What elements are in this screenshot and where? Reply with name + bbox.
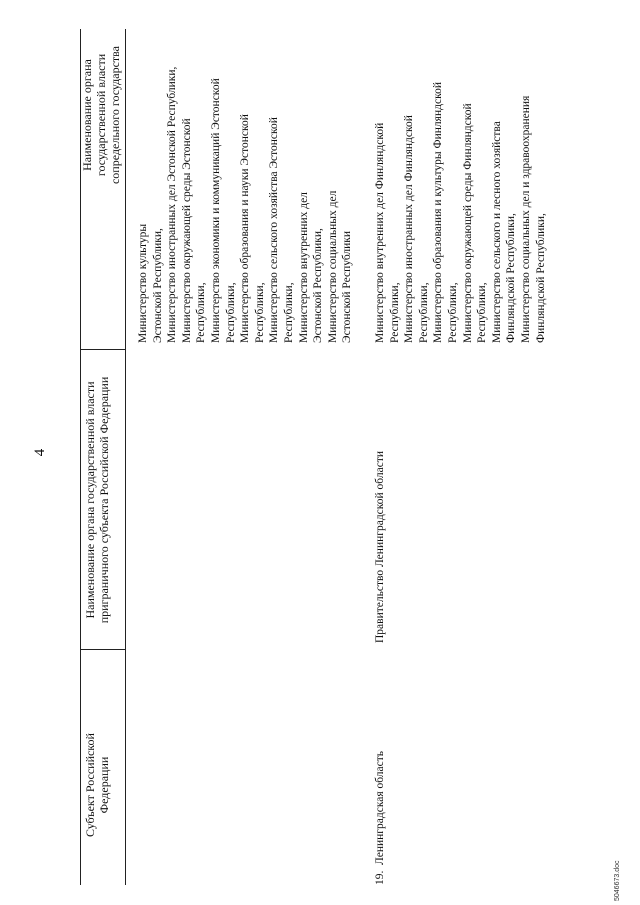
list-item: Министерство иностранных дел Финляндской <box>403 115 416 343</box>
list-item: Финляндской Республики, <box>534 213 547 343</box>
list-item: Республики, <box>224 282 237 343</box>
header-foreign-body: Наименование органа государственной власти сопредельного государства <box>80 45 122 185</box>
list-item: Министерство социальных дел и здравоохранения <box>519 95 532 343</box>
table-header-rule <box>125 29 126 885</box>
list-item: Республики, <box>282 282 295 343</box>
list-item: Министерство внутренних дел <box>297 192 310 343</box>
list-item: Министерство сельского хозяйства Эстонской <box>268 117 281 343</box>
list-item: Республики, <box>388 282 401 343</box>
list-item: Министерство образования и культуры Финляндской <box>432 82 445 343</box>
list-item: Республики, <box>195 282 208 343</box>
column-divider-2 <box>80 349 126 350</box>
list-item: Республики, <box>446 282 459 343</box>
document-code: 5046673.doc <box>614 860 621 901</box>
list-item: Республики, <box>476 282 489 343</box>
list-item: Министерство внутренних дел Финляндской <box>374 122 386 343</box>
foreign-bodies-estonia <box>136 67 355 343</box>
list-item: Финляндской Республики, <box>505 213 518 343</box>
row-19-subject: Ленинградская область <box>374 750 386 865</box>
list-item: Министерство иностранных дел Эстонской Республики, <box>166 66 179 343</box>
list-item: Республики, <box>253 282 266 343</box>
list-item: Министерство образования и науки Эстонской <box>239 114 252 343</box>
list-item: Республики, <box>417 282 430 343</box>
list-item: Эстонской Республики <box>341 230 354 343</box>
list-item: Министерство окружающей среды Финляндской <box>461 103 474 343</box>
list-item: Министерство окружающей среды Эстонской <box>180 118 193 343</box>
list-item: Министерство социальных дел <box>326 190 339 343</box>
page-number: 4 <box>32 448 48 457</box>
header-regional-body: Наименование органа государственной власти приграничного субъекта Российской Федерации <box>83 376 111 624</box>
foreign-bodies-finland <box>373 82 548 343</box>
list-item: Министерство культуры <box>137 223 149 343</box>
list-item: Эстонской Республики, <box>312 228 325 343</box>
row-19-number: 19. <box>374 870 386 885</box>
row-19-regional-body: Правительство Ленинградской области <box>374 450 386 643</box>
list-item: Эстонской Республики, <box>151 228 164 343</box>
column-divider-1 <box>80 649 126 650</box>
header-subject: Субъект Российской Федерации <box>83 733 111 837</box>
list-item: Министерство сельского и лесного хозяйства <box>490 121 503 343</box>
list-item: Министерство экономики и коммуникаций Эстонской <box>209 78 222 343</box>
